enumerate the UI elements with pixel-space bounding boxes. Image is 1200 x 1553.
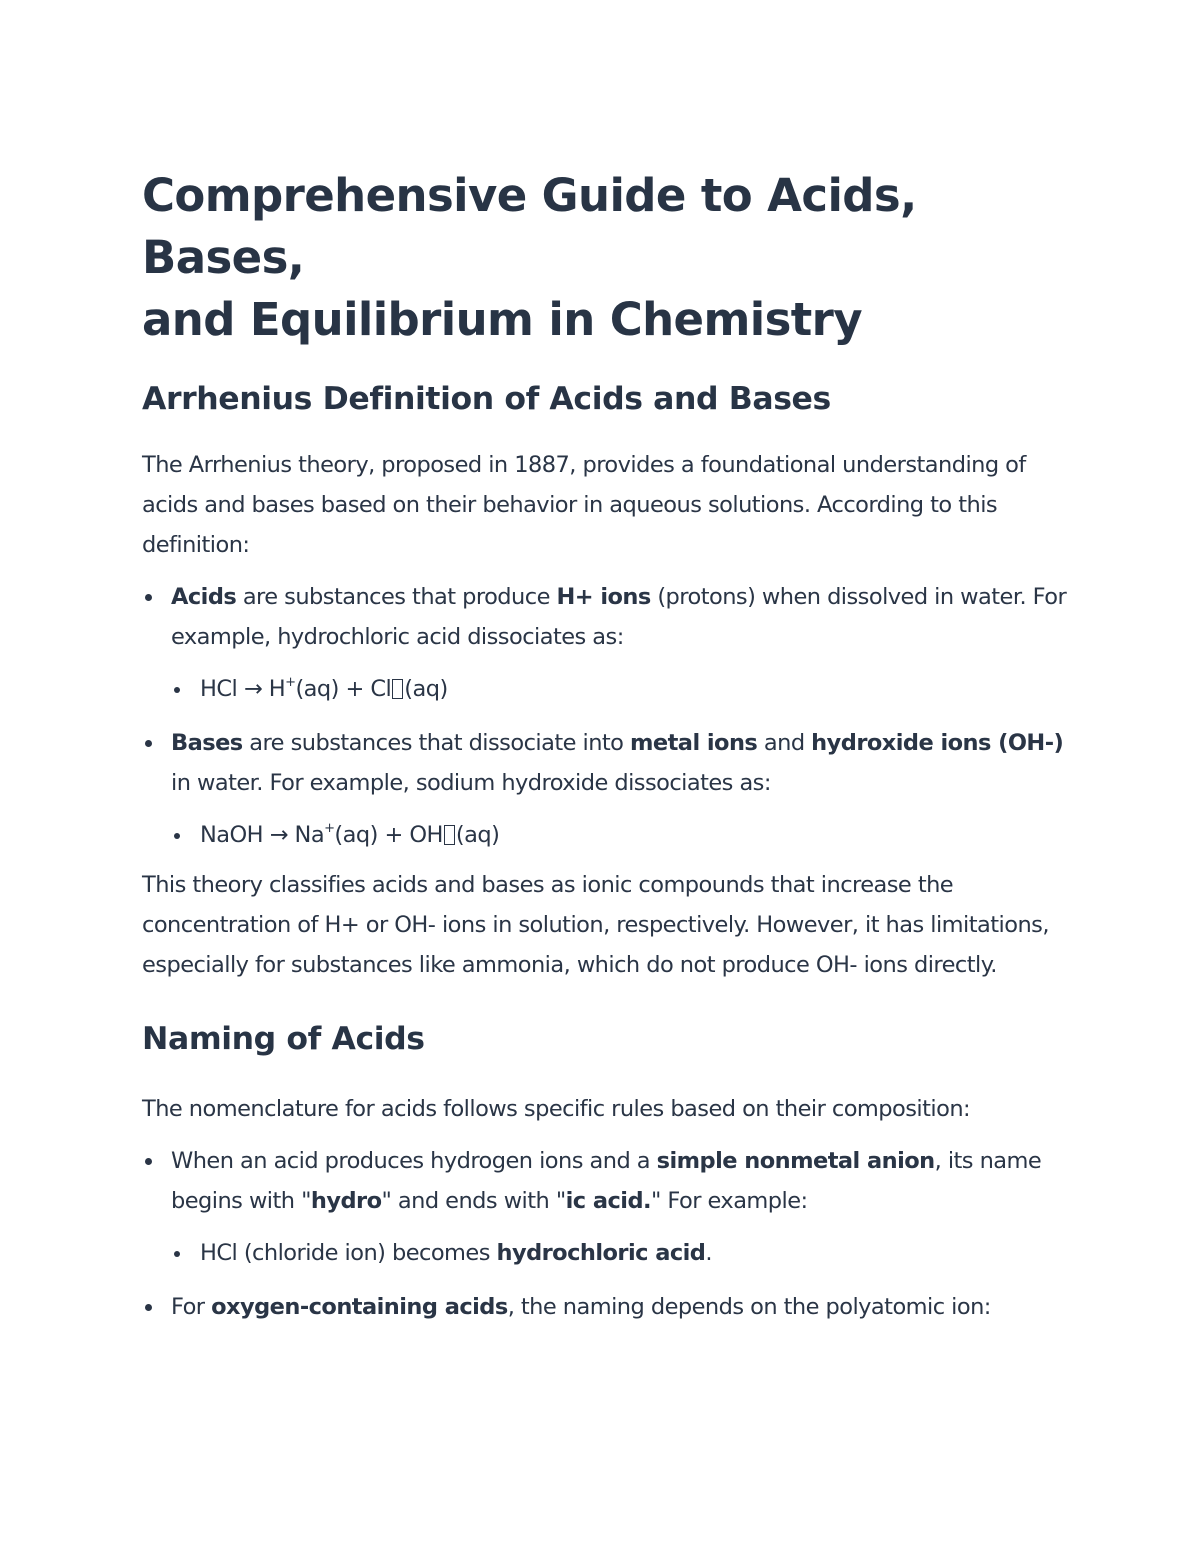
page-title-line1: Comprehensive Guide to Acids, Bases, <box>142 169 917 284</box>
sub-bullet-icon <box>174 833 180 839</box>
example-hydrochloric <box>171 1233 1072 1273</box>
naming-list <box>142 1141 1072 1327</box>
eq-hcl-b: (aq) + Cl <box>295 676 392 702</box>
page-title <box>142 165 1072 351</box>
arrhenius-list <box>142 577 1072 855</box>
arrhenius-intro-paragraph: The Arrhenius theory, proposed in 1887, provides a foundational understanding of acids and bases based on their behavior in aqueous solutions. According to this definition: <box>142 452 1026 558</box>
naming2-text-a: For <box>171 1294 212 1320</box>
section-heading-naming-acids: Naming of Acids <box>142 1021 425 1057</box>
sub-bullet-icon <box>174 687 180 693</box>
bases-text-a: are substances that dissociate into <box>242 730 630 756</box>
eq-hcl-c: (aq) <box>404 676 448 702</box>
sub-bullet-icon <box>174 1251 180 1257</box>
eq-hcl-charge: + <box>285 674 296 690</box>
bullet-icon <box>145 1304 152 1311</box>
term-simple-nonmetal-anion: simple nonmetal anion <box>656 1148 935 1174</box>
term-acids: Acids <box>171 584 237 610</box>
bullet-icon <box>145 594 152 601</box>
naming1-text-d: " For example: <box>651 1188 808 1214</box>
example-text: HCl (chloride ion) becomes <box>200 1240 497 1266</box>
bullet-icon <box>145 1158 152 1165</box>
term-ic-acid: ic acid. <box>565 1188 652 1214</box>
eq-hcl-a: HCl → H <box>200 676 286 702</box>
eq-naoh-c: (aq) <box>455 822 500 848</box>
list-item-acids <box>142 577 1072 709</box>
page-title-line2: and Equilibrium in Chemistry <box>142 293 863 346</box>
list-item-simple-anion <box>142 1141 1072 1273</box>
acids-sublist <box>171 669 1072 709</box>
document-page <box>142 165 1072 1327</box>
eq-naoh-b: (aq) + OH <box>334 822 443 848</box>
naming1-text-c: " and ends with " <box>381 1188 566 1214</box>
term-hydroxide-ions: hydroxide ions (OH-) <box>811 730 1064 756</box>
bases-text-c: in water. For example, sodium hydroxide dissociates as: <box>171 770 771 796</box>
term-oxygen-containing-acids: oxygen-containing acids <box>211 1294 508 1320</box>
eq-naoh-a: NaOH → Na <box>200 822 325 848</box>
term-bases: Bases <box>171 730 243 756</box>
acids-text-a: are substances that produce <box>236 584 557 610</box>
naming1-text-a: When an acid produces hydrogen ions and a <box>171 1148 657 1174</box>
missing-glyph-icon <box>444 825 455 845</box>
eq-naoh-charge: + <box>324 820 335 836</box>
term-hydrochloric-acid: hydrochloric acid <box>496 1240 706 1266</box>
naming2-text-b: , the naming depends on the polyatomic ion: <box>507 1294 991 1320</box>
arrhenius-conclusion-paragraph: This theory classifies acids and bases as ionic compounds that increase the concentration of H+ or OH- ions in solution, respectively. However, it has limitations, especially for substances like ammonia, which do not produce OH- ions directly. <box>142 872 1049 978</box>
acids-text-b: (protons) when dissolved in water. For example, hydrochloric acid dissociates as: <box>171 584 1067 650</box>
naming1-text-b: , its name begins with " <box>171 1148 1042 1214</box>
section-heading-arrhenius: Arrhenius Definition of Acids and Bases <box>142 381 831 417</box>
term-metal-ions: metal ions <box>630 730 758 756</box>
naming-intro-paragraph: The nomenclature for acids follows specific rules based on their composition: <box>142 1096 971 1122</box>
bullet-icon <box>145 740 152 747</box>
bases-sublist <box>171 815 1072 855</box>
list-item-oxygen-acids <box>142 1287 1072 1327</box>
naming1-sublist <box>171 1233 1072 1273</box>
missing-glyph-icon <box>392 679 403 699</box>
term-hydro: hydro <box>310 1188 382 1214</box>
list-item-bases <box>142 723 1072 855</box>
term-h-ions: H+ ions <box>556 584 651 610</box>
example-end: . <box>705 1240 712 1266</box>
bases-text-b: and <box>757 730 812 756</box>
equation-hcl <box>171 669 1072 709</box>
equation-naoh <box>171 815 1072 855</box>
